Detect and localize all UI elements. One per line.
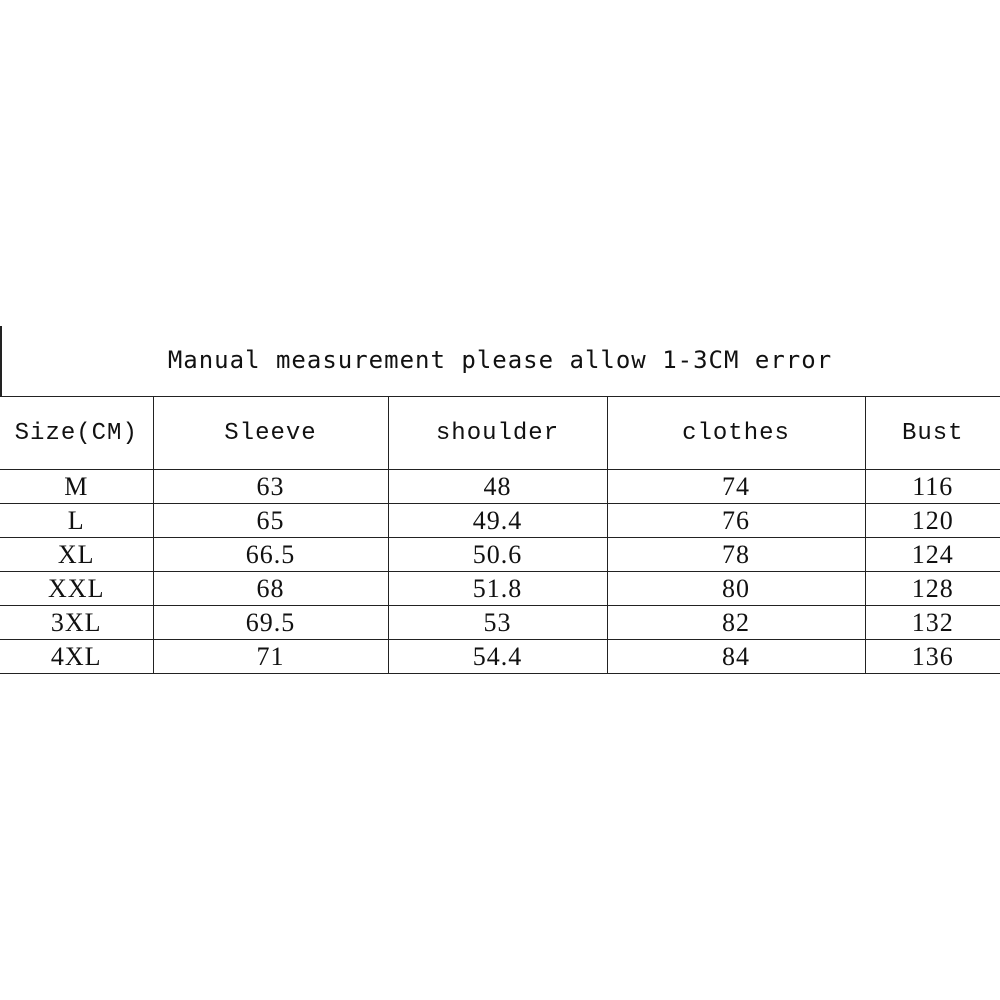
cell-bust: 128	[865, 572, 1000, 606]
cell-size: 3XL	[0, 606, 153, 640]
cell-size: 4XL	[0, 640, 153, 674]
cell-size: XL	[0, 538, 153, 572]
cell-bust: 120	[865, 504, 1000, 538]
cell-clothes: 84	[607, 640, 865, 674]
cell-size: M	[0, 470, 153, 504]
cell-sleeve: 69.5	[153, 606, 388, 640]
size-chart-table	[0, 396, 1000, 674]
cell-bust: 124	[865, 538, 1000, 572]
cell-sleeve: 66.5	[153, 538, 388, 572]
cell-shoulder: 50.6	[388, 538, 607, 572]
cell-clothes: 78	[607, 538, 865, 572]
header-sleeve: Sleeve	[153, 397, 388, 470]
cell-clothes: 82	[607, 606, 865, 640]
header-bust: Bust	[865, 397, 1000, 470]
cell-shoulder: 51.8	[388, 572, 607, 606]
cell-sleeve: 65	[153, 504, 388, 538]
cell-shoulder: 48	[388, 470, 607, 504]
cell-shoulder: 49.4	[388, 504, 607, 538]
table-row	[0, 606, 1000, 640]
table-row	[0, 538, 1000, 572]
header-clothes: clothes	[607, 397, 865, 470]
measurement-note: Manual measurement please allow 1-3CM error	[167, 346, 833, 374]
table-row	[0, 640, 1000, 674]
cell-sleeve: 63	[153, 470, 388, 504]
table-row	[0, 504, 1000, 538]
table-row	[0, 572, 1000, 606]
cell-clothes: 76	[607, 504, 865, 538]
cell-sleeve: 71	[153, 640, 388, 674]
cell-shoulder: 54.4	[388, 640, 607, 674]
cell-bust: 132	[865, 606, 1000, 640]
header-size: Size(CM)	[0, 397, 153, 470]
cell-size: L	[0, 504, 153, 538]
cell-bust: 116	[865, 470, 1000, 504]
header-row	[0, 397, 1000, 470]
header-shoulder: shoulder	[388, 397, 607, 470]
cell-size: XXL	[0, 572, 153, 606]
cell-bust: 136	[865, 640, 1000, 674]
table-row	[0, 470, 1000, 504]
cell-sleeve: 68	[153, 572, 388, 606]
cell-clothes: 80	[607, 572, 865, 606]
cell-shoulder: 53	[388, 606, 607, 640]
cell-clothes: 74	[607, 470, 865, 504]
